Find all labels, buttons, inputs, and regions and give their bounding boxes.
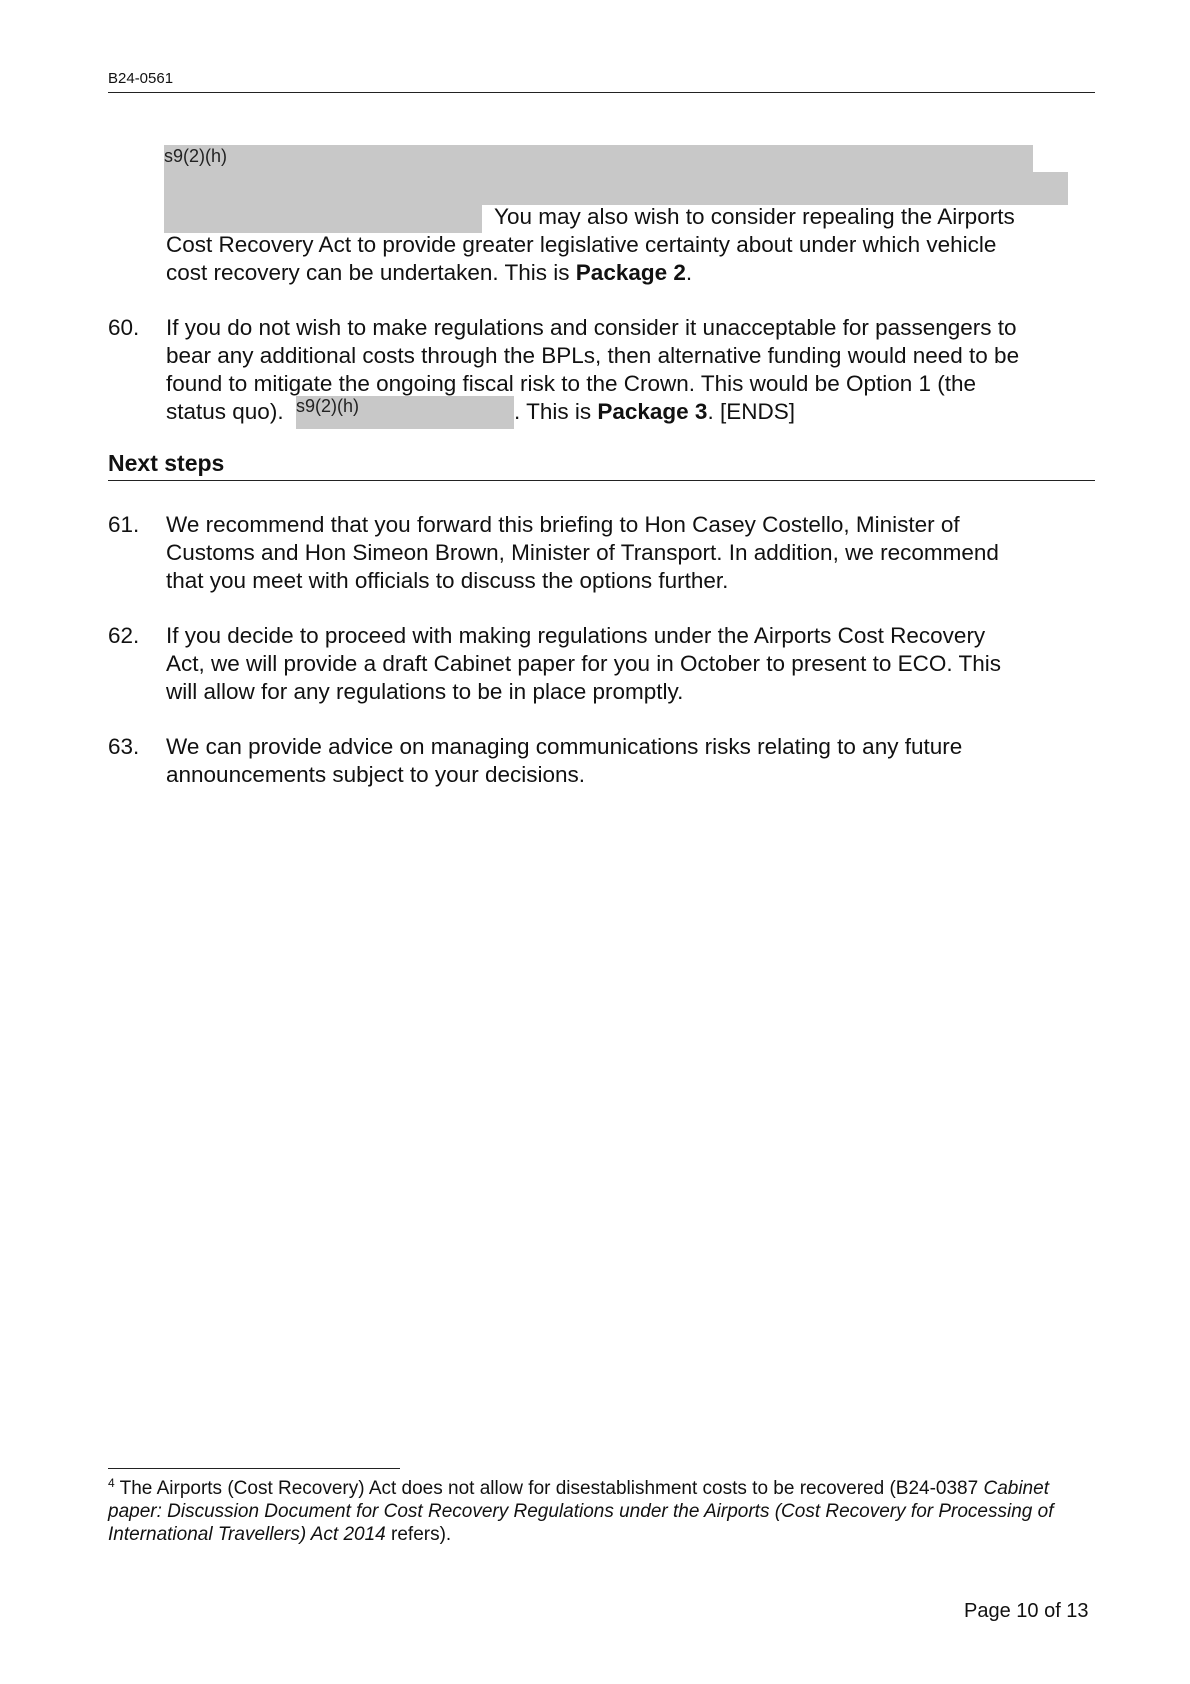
section-heading-next-steps: Next steps	[108, 450, 225, 476]
paragraph-60-line4-mid: . This is	[514, 399, 598, 424]
redaction-code-label: s9(2)(h)	[164, 146, 228, 166]
paragraph-60-line4-suffix: . [ENDS]	[707, 399, 795, 424]
paragraph-62-line3: will allow for any regulations to be in place promptly.	[166, 679, 684, 704]
package-3-label: Package 3	[597, 399, 708, 424]
paragraph-60-line3: found to mitigate the ongoing fiscal risk to the Crown. This would be Option 1 (the	[166, 371, 977, 396]
paragraph-60-line4-rest	[514, 398, 1094, 426]
continued-line1-text: You may also wish to consider repealing the Airports	[494, 204, 1015, 229]
paragraph-number-62: 62.	[108, 623, 140, 648]
continued-line2-text: Cost Recovery Act to provide greater legislative certainty about under which vehicle	[166, 232, 997, 257]
paragraph-60-line1: If you do not wish to make regulations and consider it unacceptable for passengers to	[166, 315, 1017, 340]
paragraph-60-line2: bear any additional costs through the BPLs, then alternative funding would need to be	[166, 343, 1020, 368]
redaction-block-top-2	[164, 172, 1068, 205]
footnote-cited-document: Cabinet paper: Discussion Document for Cost Recovery Regulations under the Airports (Cost Recovery for Processing of International Travellers) Act 2014	[108, 1478, 1054, 1545]
page-number: Page 10 of 13	[964, 1600, 1089, 1622]
paragraph-62-line2: Act, we will provide a draft Cabinet paper for you in October to present to ECO. This	[166, 651, 1001, 676]
paragraph-continued-line2	[166, 231, 1096, 259]
footnote-divider	[108, 1468, 400, 1469]
paragraph-number-60: 60.	[108, 315, 140, 340]
paragraph-61-line1: We recommend that you forward this briefing to Hon Casey Costello, Minister of	[166, 512, 960, 537]
paragraph-61-line2: Customs and Hon Simeon Brown, Minister of Transport. In addition, we recommend	[166, 540, 999, 565]
footnote-text-start: The Airports (Cost Recovery) Act does not allow for disestablishment costs to be recovered (B24-0387	[114, 1478, 979, 1499]
footnote-marker: 4	[108, 1476, 115, 1490]
package-2-label: Package 2	[575, 260, 686, 285]
continued-line3-suffix: .	[685, 260, 693, 285]
paragraph-60-line4-prefix: status quo).	[166, 399, 284, 424]
heading-divider	[108, 480, 1095, 481]
redaction-block-top-1	[164, 145, 1033, 172]
redaction-code-inline-label: s9(2)(h)	[296, 396, 360, 416]
continued-line3-prefix: cost recovery can be undertaken. This is	[166, 260, 576, 285]
redaction-block-top-3	[164, 205, 482, 233]
footnote-text-end: refers).	[385, 1524, 452, 1545]
paragraph-63-line2: announcements subject to your decisions.	[166, 762, 585, 787]
paragraph-number-61: 61.	[108, 512, 140, 537]
paragraph-63-line1: We can provide advice on managing communications risks relating to any future	[166, 734, 963, 759]
header-divider	[108, 92, 1095, 93]
paragraph-61-line3: that you meet with officials to discuss the options further.	[166, 568, 729, 593]
document-reference: B24-0561	[108, 70, 174, 87]
footnote	[108, 1477, 1098, 1546]
paragraph-number-63: 63.	[108, 734, 140, 759]
paragraph-continued-line1	[494, 203, 1094, 231]
paragraph-continued-line3	[166, 259, 1096, 287]
paragraph-62-line1: If you decide to proceed with making regulations under the Airports Cost Recovery	[166, 623, 986, 648]
